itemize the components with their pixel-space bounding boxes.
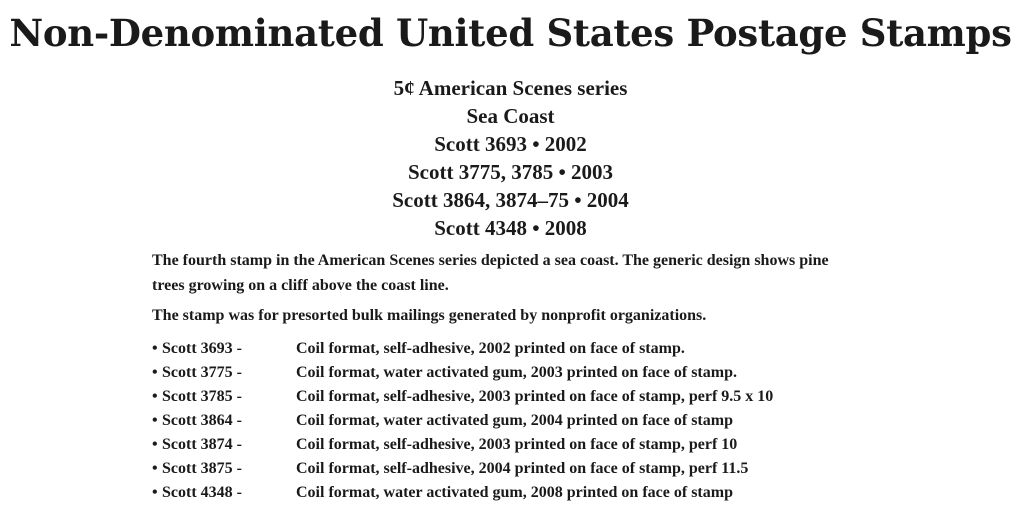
stamp-description: Coil format, self-adhesive, 2004 printed on face of stamp, perf 11.5 xyxy=(296,460,749,477)
bullet: • xyxy=(152,484,158,501)
stamp-description: Coil format, self-adhesive, 2003 printed on face of stamp, perf 9.5 x 10 xyxy=(296,388,774,405)
scott-numbers-2002: Scott 3693 • 2002 xyxy=(434,132,587,156)
stamp-description: Coil format, self-adhesive, 2002 printed on face of stamp. xyxy=(296,340,685,357)
bullet: • xyxy=(152,340,158,357)
bullet: • xyxy=(152,460,158,477)
scott-number: Scott 3875 - xyxy=(162,460,242,477)
scott-number: Scott 3785 - xyxy=(162,388,242,405)
stamp-heading xyxy=(0,74,1021,242)
stamp-description: Coil format, water activated gum, 2003 printed on face of stamp. xyxy=(296,364,737,381)
purpose-paragraph: The stamp was for presorted bulk mailings generated by nonprofit organizations. xyxy=(152,307,707,324)
scott-number: Scott 3775 - xyxy=(162,364,242,381)
list-item xyxy=(152,361,872,385)
scott-number: Scott 3693 - xyxy=(162,340,242,357)
description-paragraph: The fourth stamp in the American Scenes series depicted a sea coast. The generic design shows pine trees growing on a cliff above the coast line. xyxy=(152,252,829,294)
list-item xyxy=(152,385,872,409)
stamp-description: Coil format, water activated gum, 2004 printed on face of stamp xyxy=(296,412,733,429)
scott-number-list xyxy=(152,337,872,505)
list-item xyxy=(152,433,872,457)
page-title: Non-Denominated United States Postage Stamps xyxy=(9,11,1012,55)
bullet: • xyxy=(152,364,158,381)
scott-number: Scott 3864 - xyxy=(162,412,242,429)
list-item xyxy=(152,337,872,361)
stamp-description: Coil format, water activated gum, 2008 printed on face of stamp xyxy=(296,484,733,501)
list-item xyxy=(152,457,872,481)
scott-numbers-2008: Scott 4348 • 2008 xyxy=(434,216,587,240)
list-item xyxy=(152,481,872,505)
scott-numbers-2004: Scott 3864, 3874–75 • 2004 xyxy=(392,188,629,212)
bullet: • xyxy=(152,436,158,453)
list-item xyxy=(152,409,872,433)
design-name: Sea Coast xyxy=(466,104,555,128)
scott-number: Scott 3874 - xyxy=(162,436,242,453)
bullet: • xyxy=(152,412,158,429)
series-line: 5¢ American Scenes series xyxy=(393,76,628,100)
bullet: • xyxy=(152,388,158,405)
scott-numbers-2003: Scott 3775, 3785 • 2003 xyxy=(407,160,614,184)
stamp-description: Coil format, self-adhesive, 2003 printed on face of stamp, perf 10 xyxy=(296,436,738,453)
scott-number: Scott 4348 - xyxy=(162,484,242,501)
